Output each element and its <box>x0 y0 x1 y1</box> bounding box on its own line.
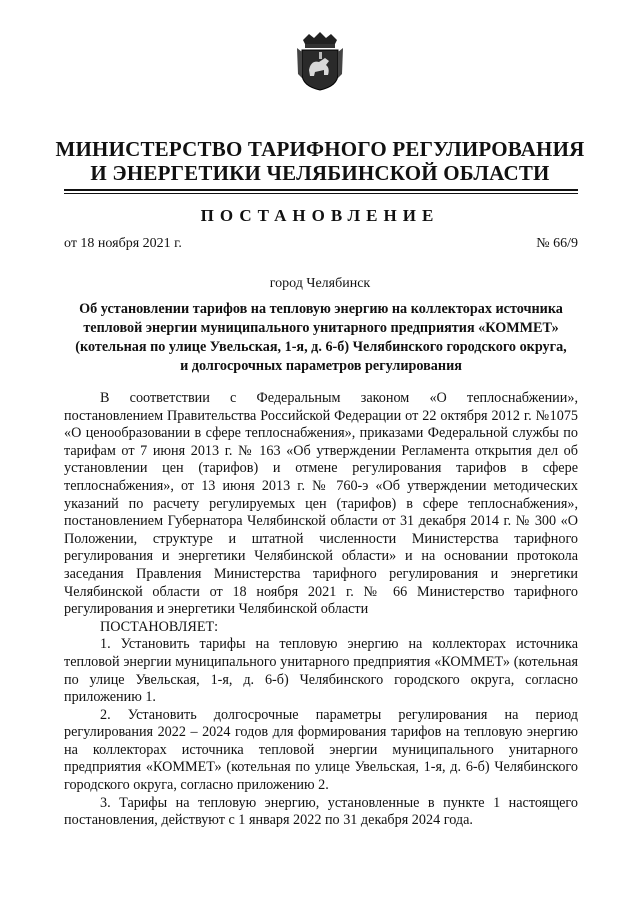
coat-of-arms-icon <box>295 30 345 92</box>
document-city: город Челябинск <box>269 276 371 291</box>
document-type: ПОСТАНОВЛЕНИЕ <box>200 206 440 225</box>
resolves-line: ПОСТАНОВЛЯЕТ: <box>100 618 219 635</box>
title-line1: Об установлении тарифов на тепловую энергию на коллекторах источника <box>79 301 563 317</box>
title-line3: (котельная по улице Увельская, 1-я, д. 6-б) Челябинского городского округа, <box>75 339 567 355</box>
ministry-name-line2: И ЭНЕРГЕТИКИ ЧЕЛЯБИНСКОЙ ОБЛАСТИ <box>90 161 550 185</box>
document-title <box>64 300 578 376</box>
title-line2: тепловой энергии муниципального унитарного предприятия «КОММЕТ» <box>83 320 559 336</box>
item-1-paragraph: 1. Установить тарифы на тепловую энергию на коллекторах источника тепловой энергии муниципального унитарного предприятия «КОММЕТ» (котельная по улице Увельская, 1-я, д. 6-б) Челябинского городского округа, согласно приложению 1. <box>64 636 578 706</box>
document-number: № 66/9 <box>536 236 578 251</box>
title-line4: и долгосрочных параметров регулирования <box>180 358 462 374</box>
ministry-name <box>0 137 640 185</box>
header-rule-thin <box>64 193 578 194</box>
item-2-paragraph: 2. Установить долгосрочные параметры регулирования на период регулирования 2022 – 2024 годов для формирования тарифов на тепловую энергию на коллекторах источника тепловой энергии муниципального унитарного предприятия «КОММЕТ» (котельная по улице Увельская, 1-я, д. 6-б) Челябинского городского округа, согласно приложению 2. <box>64 706 578 794</box>
ministry-name-line1: МИНИСТЕРСТВО ТАРИФНОГО РЕГУЛИРОВАНИЯ <box>55 137 585 161</box>
header-rule-thick <box>64 189 578 191</box>
item-3-paragraph: 3. Тарифы на тепловую энергию, установленные в пункте 1 настоящего постановления, действуют с 1 января 2022 по 31 декабря 2024 года. <box>64 794 578 829</box>
document-body <box>64 390 578 830</box>
preamble-paragraph: В соответствии с Федеральным законом «О теплоснабжении», постановлением Правительства Российской Федерации от 22 октября 2012 г. №1075 «О ценообразовании в сфере теплоснабжения», приказами Федеральной службы по тарифам от 7 июня 2013 г. № 163 «Об утверждении Регламента открытия дел об установлении цен (тарифов) и отмене регулирования тарифов в сфере теплоснабжения», от 13 июня 2013 г. № 760-э «Об утверждении методических указаний по расчету регулируемых цен (тарифов) в сфере теплоснабжения», постановлением Губернатора Челябинской области от 31 декабря 2014 г. № 300 «О Положении, структуре и штатной численности Министерства тарифного регулирования и энергетики Челябинской области» и на основании протокола заседания Правления Министерства тарифного регулирования и энергетики Челябинской области от 18 ноября 2021 г. № 66 Министерство тарифного регулирования и энергетики Челябинской области <box>64 390 578 618</box>
document-date: от 18 ноября 2021 г. <box>64 236 182 251</box>
